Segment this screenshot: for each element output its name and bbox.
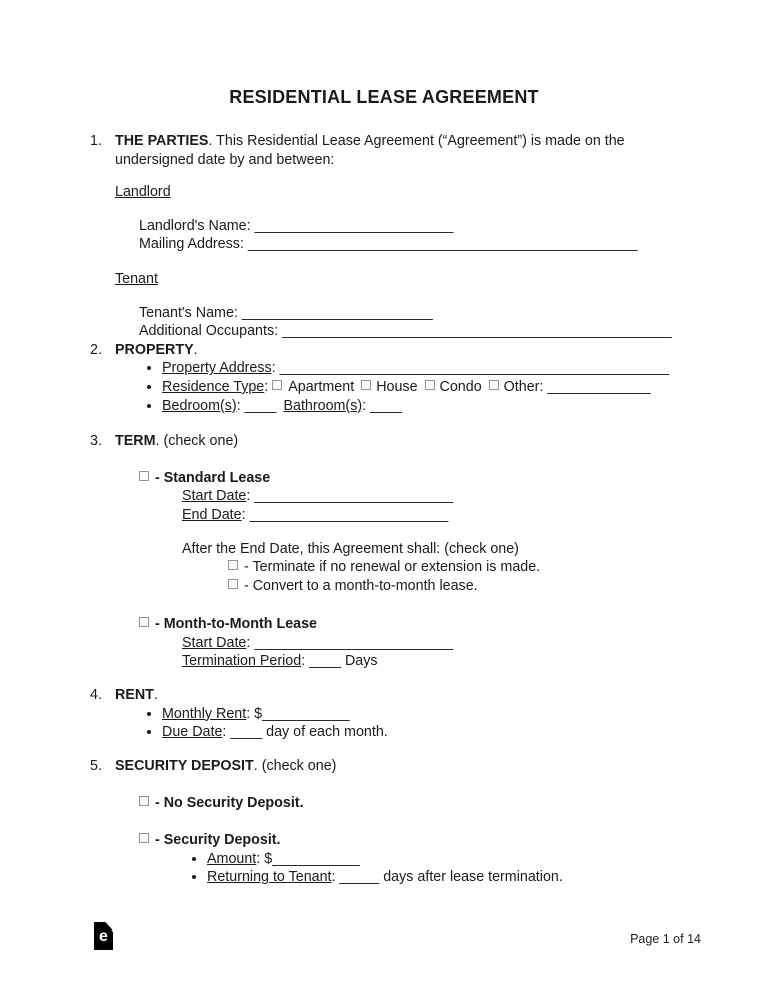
tenant-fields (139, 304, 678, 341)
month-to-month-block (139, 615, 678, 671)
tenant-subheading: Tenant (115, 270, 158, 287)
standard-start-date-line (182, 487, 678, 506)
separator: : (246, 217, 255, 234)
section-property (90, 341, 678, 415)
separator: : (274, 323, 283, 340)
returning-label: Returning to Tenant (207, 869, 332, 886)
terminate-checkbox-icon[interactable] (228, 560, 238, 570)
security-heading: SECURITY DEPOSIT (115, 757, 254, 774)
standard-lease-label: - Standard Lease (155, 469, 271, 486)
rent-list (115, 705, 678, 742)
apartment-checkbox-icon[interactable] (272, 380, 282, 390)
condo-option-label: Condo (439, 378, 482, 395)
no-deposit-label: - No Security Deposit. (155, 794, 304, 811)
month-to-month-checkbox-icon[interactable] (139, 617, 149, 627)
landlord-name-blank[interactable]: _________________________ (254, 217, 454, 234)
separator: : (246, 488, 255, 505)
due-date-suffix: day of each month. (262, 724, 388, 741)
rent-heading: RENT (115, 687, 154, 704)
other-blank[interactable]: _____________ (547, 378, 651, 395)
end-date-blank[interactable]: _________________________ (249, 506, 449, 523)
apartment-option-label: Apartment (288, 378, 355, 395)
tenant-name-line (139, 304, 678, 323)
after-end-date-block (182, 540, 678, 596)
property-address-blank[interactable]: _________________________________________________ (279, 360, 670, 377)
deposit-checkbox-icon[interactable] (139, 833, 149, 843)
tenant-name-blank[interactable]: ________________________ (241, 304, 433, 321)
section-number: 5. (90, 757, 102, 774)
mailing-address-blank[interactable]: _________________________________________________ (247, 236, 638, 253)
security-heading-rest: . (check one) (253, 757, 337, 774)
no-deposit-option-line (139, 794, 678, 813)
term-heading: TERM (115, 433, 156, 450)
due-date-label: Due Date (162, 724, 223, 741)
terminate-option-label: - Terminate if no renewal or extension is made. (244, 559, 541, 576)
returning-item (207, 868, 678, 887)
terminate-option-line (228, 558, 678, 577)
bathroom-label: Bathroom(s) (283, 397, 363, 414)
section-term (90, 432, 678, 671)
section-number: 3. (90, 433, 102, 450)
separator: : (239, 236, 248, 253)
separator: : $ (256, 850, 273, 867)
monthly-rent-blank[interactable]: ___________ (262, 705, 350, 722)
separator: : (301, 653, 310, 670)
convert-option-line (228, 577, 678, 596)
property-heading-line (115, 341, 678, 360)
amount-blank[interactable]: ___________ (272, 850, 360, 867)
m2m-start-date-line (182, 634, 678, 653)
rent-heading-line (115, 686, 678, 705)
separator: : (236, 397, 245, 414)
due-date-blank[interactable]: ____ (230, 724, 263, 741)
start-date-label: Start Date (182, 488, 247, 505)
document-title: RESIDENTIAL LEASE AGREEMENT (229, 87, 539, 107)
section-number: 1. (90, 133, 102, 149)
monthly-rent-item (162, 705, 678, 724)
returning-blank[interactable]: _____ (339, 869, 380, 886)
property-address-item (162, 359, 678, 378)
property-list (115, 359, 678, 415)
page-number-label: Page 1 of 14 (630, 932, 701, 946)
start-date-label: Start Date (182, 634, 247, 651)
landlord-name-label: Landlord's Name (139, 217, 247, 234)
security-heading-line (115, 757, 678, 776)
termination-period-line (182, 652, 678, 671)
after-end-date-note: After the End Date, this Agreement shall: (check one) (182, 540, 519, 557)
landlord-name-line (139, 217, 678, 236)
start-date-blank[interactable]: _________________________ (254, 488, 454, 505)
section-rent (90, 686, 678, 742)
separator: : $ (246, 705, 263, 722)
parties-heading: THE PARTIES (115, 133, 209, 149)
convert-checkbox-icon[interactable] (228, 579, 238, 589)
residence-type-item (162, 378, 678, 397)
standard-end-date-line (182, 506, 678, 525)
month-to-month-label: - Month-to-Month Lease (155, 616, 317, 633)
deposit-option-line (139, 831, 678, 850)
mailing-address-label: Mailing Address (139, 236, 240, 253)
separator: : (241, 506, 250, 523)
property-heading-rest: . (193, 341, 198, 358)
bedroom-label: Bedroom(s) (162, 397, 237, 414)
bathroom-blank[interactable]: ____ (370, 397, 402, 414)
house-option-label: House (376, 378, 418, 395)
rooms-item (162, 397, 678, 416)
additional-occupants-line (139, 322, 678, 341)
m2m-start-date-blank[interactable]: _________________________ (254, 634, 454, 651)
separator: : (264, 378, 273, 395)
deposit-block (139, 831, 678, 887)
no-deposit-checkbox-icon[interactable] (139, 796, 149, 806)
eforms-logo-icon (94, 922, 113, 950)
additional-occupants-blank[interactable]: _________________________________________________ (282, 323, 672, 340)
section-number: 4. (90, 687, 102, 704)
separator: : (233, 304, 242, 321)
termination-period-suffix: Days (340, 653, 378, 670)
section-number: 2. (90, 341, 102, 358)
mailing-address-line (139, 235, 678, 254)
section-parties (90, 132, 678, 341)
section-security-deposit (90, 757, 678, 887)
termination-period-blank[interactable]: ____ (309, 653, 341, 670)
standard-lease-option-line (139, 469, 678, 488)
separator: : (246, 634, 255, 651)
amount-label: Amount (207, 850, 257, 867)
parties-intro (115, 132, 678, 169)
other-checkbox-icon[interactable] (489, 380, 499, 390)
separator: : (331, 869, 340, 886)
logo-letter: e (99, 928, 108, 945)
condo-checkbox-icon[interactable] (425, 380, 435, 390)
convert-option-label: - Convert to a month-to-month lease. (244, 577, 478, 594)
term-heading-rest: . (check one) (155, 433, 239, 450)
other-option-label: Other: (503, 378, 548, 395)
standard-lease-checkbox-icon[interactable] (139, 471, 149, 481)
parties-intro-text: . This Residential Lease Agreement (“Agreement”) is made on the undersigned date by and between: (115, 133, 625, 168)
landlord-subheading: Landlord (115, 184, 171, 201)
due-date-item (162, 723, 678, 742)
rent-heading-rest: . (153, 687, 158, 704)
bedroom-blank[interactable]: ____ (244, 397, 277, 414)
separator: : (222, 724, 231, 741)
house-checkbox-icon[interactable] (361, 380, 371, 390)
amount-item (207, 850, 678, 869)
returning-suffix: days after lease termination. (379, 869, 563, 886)
monthly-rent-label: Monthly Rent (162, 705, 247, 722)
term-heading-line (115, 432, 678, 451)
residence-type-label: Residence Type (162, 378, 265, 395)
deposit-list (139, 850, 678, 887)
separator: : (271, 360, 280, 377)
landlord-fields (139, 217, 678, 254)
property-heading: PROPERTY (115, 341, 194, 358)
end-date-label: End Date (182, 506, 242, 523)
property-address-label: Property Address (162, 360, 272, 377)
termination-period-label: Termination Period (182, 653, 302, 670)
separator: : (362, 397, 371, 414)
tenant-name-label: Tenant's Name (139, 304, 234, 321)
month-to-month-option-line (139, 615, 678, 634)
deposit-label: - Security Deposit. (155, 832, 281, 849)
additional-occupants-label: Additional Occupants (139, 323, 275, 340)
standard-lease-block (139, 469, 678, 525)
